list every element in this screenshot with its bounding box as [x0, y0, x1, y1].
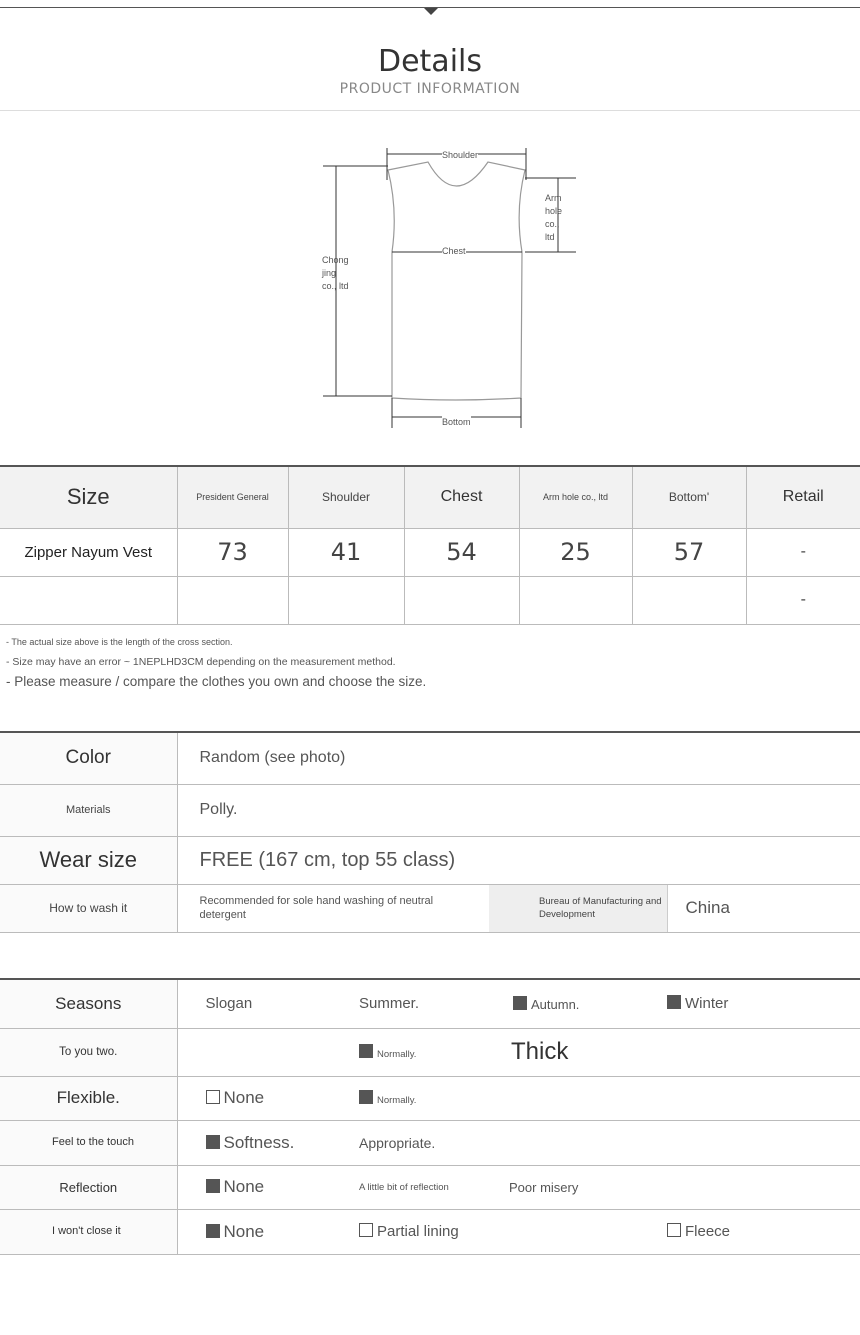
- feel-option-label: Appropriate.: [359, 1134, 436, 1151]
- reflection-option: [331, 1165, 485, 1209]
- table-row: [0, 576, 860, 624]
- empty-cell: [404, 576, 519, 624]
- table-row: [0, 784, 860, 836]
- flexible-option-label: Normally.: [377, 1095, 417, 1106]
- shoulder-header: Shoulder: [288, 466, 404, 528]
- season-option-label: Autumn.: [531, 996, 580, 1012]
- table-row: [0, 732, 860, 784]
- size-table: [0, 465, 860, 625]
- reflection-option-label: Poor misery: [509, 1179, 579, 1195]
- materials-value: Polly.: [177, 784, 860, 836]
- checked-box-icon: [667, 995, 681, 1009]
- checked-box-icon: [359, 1090, 373, 1104]
- length-label: Chong jing co., ltd: [322, 255, 349, 291]
- reflection-option: [485, 1165, 860, 1209]
- feel-option: [177, 1120, 331, 1165]
- empty-cell: [485, 1209, 639, 1254]
- feel-option: [331, 1120, 485, 1165]
- note-measure: - Please measure / compare the clothes you own and choose the size.: [6, 674, 427, 689]
- table-row: [0, 884, 860, 932]
- lining-option-label: None: [223, 1221, 265, 1241]
- reflection-label: Reflection: [0, 1165, 177, 1209]
- color-label: Color: [0, 732, 177, 784]
- empty-cell: [632, 576, 746, 624]
- empty-cell: [485, 1120, 860, 1165]
- checked-box-icon: [206, 1179, 220, 1193]
- season-option: [639, 979, 860, 1028]
- bureau-label: Bureau of Manufacturing and Development: [489, 884, 667, 932]
- retail-value: -: [746, 528, 860, 576]
- reflection-option: [177, 1165, 331, 1209]
- size-notes: [6, 636, 846, 690]
- chest-value: 54: [404, 528, 519, 576]
- chest-label: Chest: [442, 246, 466, 256]
- table-row: [0, 1209, 860, 1254]
- armhole-label: Arm hole co., ltd: [545, 193, 563, 242]
- note-cross-section: - The actual size above is the length of the cross section.: [6, 637, 233, 647]
- table-row: [0, 979, 860, 1028]
- title-divider: [0, 110, 860, 111]
- season-option: [331, 979, 485, 1028]
- bottom-value: 57: [632, 528, 746, 576]
- attributes-table: [0, 978, 860, 1255]
- unchecked-box-icon: [206, 1090, 220, 1104]
- empty-cell: [485, 1076, 860, 1120]
- checked-box-icon: [206, 1135, 220, 1149]
- table-row: [0, 1028, 860, 1076]
- thickness-option: [331, 1028, 485, 1076]
- color-value: Random (see photo): [177, 732, 860, 784]
- checked-box-icon: [206, 1224, 220, 1238]
- season-option: [177, 979, 331, 1028]
- season-option-label: Summer.: [359, 995, 420, 1013]
- wear-size-label: Wear size: [0, 836, 177, 884]
- bottom-label: Bottom: [442, 417, 471, 427]
- retail-value: -: [746, 576, 860, 624]
- table-row: [0, 836, 860, 884]
- bottom-header: Bottom': [632, 466, 746, 528]
- materials-label: Materials: [0, 784, 177, 836]
- lining-option: [639, 1209, 860, 1254]
- lining-option: [177, 1209, 331, 1254]
- product-name-cell: Zipper Nayum Vest: [0, 528, 177, 576]
- feel-option-label: Softness.: [223, 1132, 295, 1152]
- length-header: President General: [177, 466, 288, 528]
- table-row: [0, 528, 860, 576]
- chest-header: Chest: [404, 466, 519, 528]
- wear-size-value: FREE (167 cm, top 55 class): [177, 836, 860, 884]
- shoulder-value: 41: [288, 528, 404, 576]
- checked-box-icon: [513, 996, 527, 1010]
- flexible-option: [331, 1076, 485, 1120]
- note-error: - Size may have an error ~ 1NEPLHD3CM depending on the measurement method.: [6, 656, 396, 668]
- bureau-value: China: [667, 884, 860, 932]
- flexible-label: Flexible.: [0, 1076, 177, 1120]
- lining-option-label: Fleece: [685, 1223, 731, 1240]
- season-option-label: Winter: [685, 995, 729, 1013]
- product-info-table: [0, 731, 860, 933]
- empty-cell: [0, 576, 177, 624]
- reflection-option-label: None: [223, 1177, 265, 1196]
- lining-option-label: Partial lining: [377, 1223, 459, 1240]
- lining-label: I won't close it: [0, 1209, 177, 1254]
- page-subtitle: PRODUCT INFORMATION: [339, 81, 521, 97]
- shoulder-label: Shoulder: [442, 150, 479, 160]
- table-row: [0, 1120, 860, 1165]
- reflection-option-label: A little bit of reflection: [359, 1181, 449, 1193]
- flexible-option: [177, 1076, 331, 1120]
- unchecked-box-icon: [359, 1223, 373, 1237]
- caret-down-icon: [424, 8, 438, 15]
- length-value: 73: [177, 528, 288, 576]
- empty-cell: [177, 1028, 331, 1076]
- vest-measurement-diagram: [300, 140, 600, 440]
- empty-cell: [519, 576, 632, 624]
- seasons-label: Seasons: [0, 979, 177, 1028]
- size-header: Size: [0, 466, 177, 528]
- thickness-option-label: Normally.: [377, 1049, 417, 1060]
- size-table-header: [0, 466, 860, 528]
- table-row: [0, 1076, 860, 1120]
- wash-value: Recommended for sole hand washing of neutral detergent: [177, 884, 489, 932]
- empty-cell: [177, 576, 288, 624]
- flexible-option-label: None: [223, 1088, 265, 1107]
- armhole-value: 25: [519, 528, 632, 576]
- thickness-option-label: Thick: [511, 1038, 569, 1065]
- season-option-label: Slogan: [205, 995, 253, 1013]
- thickness-option: [485, 1028, 860, 1076]
- feel-label: Feel to the touch: [0, 1120, 177, 1165]
- page-title: Details: [377, 44, 482, 79]
- thickness-label: To you two.: [0, 1028, 177, 1076]
- armhole-header: Arm hole co., ltd: [519, 466, 632, 528]
- unchecked-box-icon: [667, 1223, 681, 1237]
- lining-option: [331, 1209, 485, 1254]
- empty-cell: [288, 576, 404, 624]
- checked-box-icon: [359, 1044, 373, 1058]
- wash-label: How to wash it: [0, 884, 177, 932]
- season-option: [485, 979, 639, 1028]
- retail-header: Retail: [746, 466, 860, 528]
- table-row: [0, 1165, 860, 1209]
